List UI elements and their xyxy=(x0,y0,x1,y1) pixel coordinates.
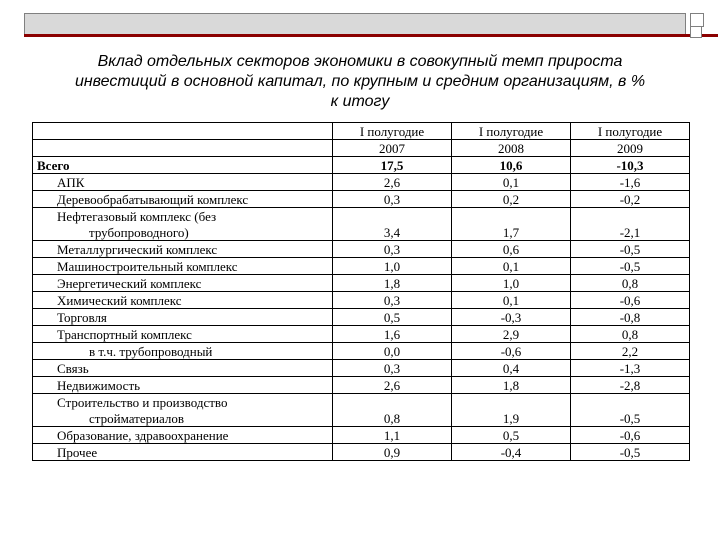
column-header-period: I полугодие xyxy=(571,123,690,140)
column-header-year: 2007 xyxy=(333,140,452,157)
corner-square-bottom xyxy=(690,26,702,38)
value-cell: 0,8 xyxy=(333,410,452,427)
row-label: Всего xyxy=(33,157,333,174)
value-cell: 0,1 xyxy=(452,174,571,191)
column-header-year: 2009 xyxy=(571,140,690,157)
row-label: Образование, здравоохранение xyxy=(33,427,333,444)
table-row xyxy=(33,309,690,326)
value-cell: -2,8 xyxy=(571,377,690,394)
value-cell xyxy=(571,208,690,225)
value-cell: -2,1 xyxy=(571,224,690,241)
value-cell: -0,2 xyxy=(571,191,690,208)
value-cell: 0,3 xyxy=(333,360,452,377)
value-cell: 2,9 xyxy=(452,326,571,343)
value-cell: 0,2 xyxy=(452,191,571,208)
title-line-3: к итогу xyxy=(330,93,390,110)
value-cell xyxy=(452,394,571,411)
table-row xyxy=(33,292,690,309)
value-cell: 0,3 xyxy=(333,241,452,258)
table-row xyxy=(33,360,690,377)
value-cell: 1,1 xyxy=(333,427,452,444)
row-label: стройматериалов xyxy=(33,410,333,427)
column-header-period: I полугодие xyxy=(452,123,571,140)
value-cell xyxy=(333,208,452,225)
row-label: АПК xyxy=(33,174,333,191)
header-empty xyxy=(33,140,333,157)
table-row xyxy=(33,444,690,461)
header-accent-line xyxy=(24,34,718,37)
value-cell xyxy=(452,208,571,225)
table-row xyxy=(33,410,690,427)
value-cell: 17,5 xyxy=(333,157,452,174)
value-cell: -0,5 xyxy=(571,241,690,258)
corner-square-top xyxy=(690,13,704,27)
row-label: Машиностроительный комплекс xyxy=(33,258,333,275)
row-label: Торговля xyxy=(33,309,333,326)
value-cell: 0,1 xyxy=(452,292,571,309)
row-label: Недвижимость xyxy=(33,377,333,394)
table-row xyxy=(33,157,690,174)
row-label: Химический комплекс xyxy=(33,292,333,309)
value-cell: 0,0 xyxy=(333,343,452,360)
title-line-2: инвестиций в основной капитал, по крупным и средним организациям, в % xyxy=(74,73,646,90)
value-cell: 1,0 xyxy=(333,258,452,275)
value-cell: -0,5 xyxy=(571,410,690,427)
value-cell: 10,6 xyxy=(452,157,571,174)
row-label: Деревообрабатывающий комплекс xyxy=(33,191,333,208)
row-label: Транспортный комплекс xyxy=(33,326,333,343)
header-row-period xyxy=(33,123,690,140)
value-cell: 0,5 xyxy=(452,427,571,444)
table-row xyxy=(33,174,690,191)
value-cell: 1,6 xyxy=(333,326,452,343)
row-label: Связь xyxy=(33,360,333,377)
header-empty xyxy=(33,123,333,140)
header-row-year xyxy=(33,140,690,157)
value-cell: 0,5 xyxy=(333,309,452,326)
column-header-year: 2008 xyxy=(452,140,571,157)
value-cell: -10,3 xyxy=(571,157,690,174)
value-cell: 0,3 xyxy=(333,191,452,208)
value-cell: 0,6 xyxy=(452,241,571,258)
value-cell: 2,2 xyxy=(571,343,690,360)
column-header-period: I полугодие xyxy=(333,123,452,140)
table-row xyxy=(33,191,690,208)
slide-title xyxy=(20,52,700,112)
slide-header-bar xyxy=(24,13,686,34)
table-row xyxy=(33,326,690,343)
table-row xyxy=(33,241,690,258)
title-line-1: Вклад отдельных секторов экономики в совокупный темп прироста xyxy=(97,53,623,70)
value-cell: -0,4 xyxy=(452,444,571,461)
table-row xyxy=(33,427,690,444)
value-cell xyxy=(571,394,690,411)
value-cell: -0,6 xyxy=(571,427,690,444)
value-cell: 1,9 xyxy=(452,410,571,427)
row-label: в т.ч. трубопроводный xyxy=(33,343,333,360)
value-cell: -1,3 xyxy=(571,360,690,377)
value-cell: -0,5 xyxy=(571,258,690,275)
row-label: Нефтегазовый комплекс (без xyxy=(33,208,333,225)
table-row xyxy=(33,258,690,275)
value-cell: 3,4 xyxy=(333,224,452,241)
value-cell: 1,0 xyxy=(452,275,571,292)
value-cell: -0,3 xyxy=(452,309,571,326)
value-cell: 2,6 xyxy=(333,377,452,394)
table-row xyxy=(33,208,690,225)
value-cell xyxy=(333,394,452,411)
row-label: трубопроводного) xyxy=(33,224,333,241)
row-label: Прочее xyxy=(33,444,333,461)
value-cell: -0,5 xyxy=(571,444,690,461)
row-label: Энергетический комплекс xyxy=(33,275,333,292)
value-cell: -0,6 xyxy=(571,292,690,309)
table-row xyxy=(33,275,690,292)
row-label: Металлургический комплекс xyxy=(33,241,333,258)
table-body xyxy=(33,157,690,461)
value-cell: 0,4 xyxy=(452,360,571,377)
value-cell: -0,6 xyxy=(452,343,571,360)
table-row xyxy=(33,224,690,241)
value-cell: 1,8 xyxy=(452,377,571,394)
value-cell: 0,9 xyxy=(333,444,452,461)
table-row xyxy=(33,377,690,394)
investment-table xyxy=(32,122,690,461)
table-row xyxy=(33,343,690,360)
value-cell: -1,6 xyxy=(571,174,690,191)
value-cell: 0,8 xyxy=(571,326,690,343)
value-cell: 0,3 xyxy=(333,292,452,309)
value-cell: 2,6 xyxy=(333,174,452,191)
row-label: Строительство и производство xyxy=(33,394,333,411)
value-cell: -0,8 xyxy=(571,309,690,326)
value-cell: 0,1 xyxy=(452,258,571,275)
table-row xyxy=(33,394,690,411)
value-cell: 0,8 xyxy=(571,275,690,292)
value-cell: 1,8 xyxy=(333,275,452,292)
value-cell: 1,7 xyxy=(452,224,571,241)
